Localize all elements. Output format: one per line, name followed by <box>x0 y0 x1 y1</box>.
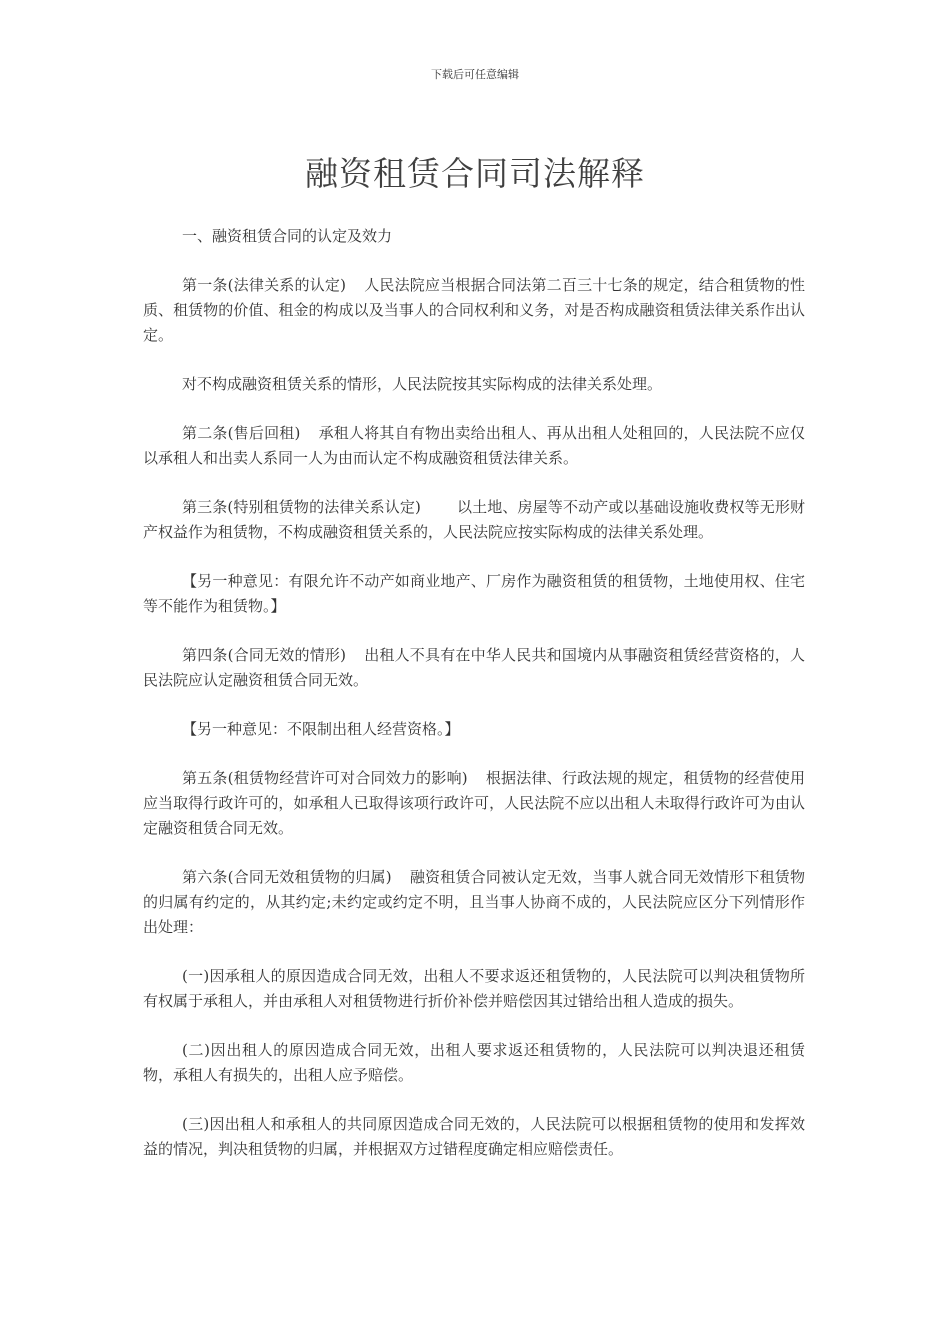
article-text: 融资租赁合同被认定无效，当事人就合同无效情形下租赁物的归属有约定的，从其约定;未约定或约定不明，且当事人协商不成的，人民法院应区分下列情形作出处理： <box>143 868 805 936</box>
clause-1 <box>143 964 805 1014</box>
article-text: 人民法院应当根据合同法第二百三十七条的规定，结合租赁物的性质、租赁物的价值、租金的构成以及当事人的合同权利和义务，对是否构成融资租赁法律关系作出认定。 <box>143 276 805 344</box>
paragraph-text: 【另一种意见：不限制出租人经营资格。】 <box>182 720 460 738</box>
article-text: 以土地、房屋等不动产或以基础设施收费权等无形财产权益作为租赁物，不构成融资租赁关系的，人民法院应按实际构成的法律关系处理。 <box>143 498 805 541</box>
article-heading: 第一条(法律关系的认定) <box>182 276 346 294</box>
paragraph-text: (一)因承租人的原因造成合同无效，出租人不要求返还租赁物的，人民法院可以判决租赁物所有权属于承租人，并由承租人对租赁物进行折价补偿并赔偿因其过错给出租人造成的损失。 <box>143 967 805 1010</box>
paragraph-text: 【另一种意见：有限允许不动产如商业地产、厂房作为融资租赁的租赁物，土地使用权、住宅等不能作为租赁物。】 <box>143 572 805 615</box>
document-body <box>143 224 805 1186</box>
paragraph <box>143 372 805 397</box>
article-1 <box>143 273 805 348</box>
article-heading: 第六条(合同无效租赁物的归属) <box>182 868 392 886</box>
article-heading: 第五条(租赁物经营许可对合同效力的影响) <box>182 769 468 787</box>
clause-2 <box>143 1038 805 1088</box>
header-note: 下载后可任意编辑 <box>431 68 519 81</box>
article-text: 承租人将其自有物出卖给出租人、再从出租人处租回的，人民法院不应仅以承租人和出卖人系同一人为由而认定不构成融资租赁法律关系。 <box>143 424 805 467</box>
section-heading <box>143 224 805 249</box>
article-6 <box>143 865 805 940</box>
article-text: 根据法律、行政法规的规定，租赁物的经营使用应当取得行政许可的，如承租人已取得该项行政许可，人民法院不应以出租人未取得行政许可为由认定融资租赁合同无效。 <box>143 769 805 837</box>
article-heading: 第二条(售后回租) <box>182 424 301 442</box>
paragraph-text: (二)因出租人的原因造成合同无效，出租人要求返还租赁物的，人民法院可以判决退还租赁物，承租人有损失的，出租人应予赔偿。 <box>143 1041 805 1084</box>
paragraph-text: (三)因出租人和承租人的共同原因造成合同无效的，人民法院可以根据租赁物的使用和发挥效益的情况，判决租赁物的归属，并根据双方过错程度确定相应赔偿责任。 <box>143 1115 805 1158</box>
article-4 <box>143 643 805 693</box>
article-text: 出租人不具有在中华人民共和国境内从事融资租赁经营资格的，人民法院应认定融资租赁合同无效。 <box>143 646 805 689</box>
alternative-opinion <box>143 569 805 619</box>
paragraph-text: 对不构成融资租赁关系的情形，人民法院按其实际构成的法律关系处理。 <box>182 375 663 393</box>
article-2 <box>143 421 805 471</box>
article-3 <box>143 495 805 545</box>
document-title: 融资租赁合同司法解释 <box>305 154 645 193</box>
paragraph-lead: 一、融资租赁合同的认定及效力 <box>182 227 393 245</box>
article-heading: 第三条(特别租赁物的法律关系认定) <box>182 498 421 516</box>
article-heading: 第四条(合同无效的情形) <box>182 646 346 664</box>
clause-3 <box>143 1112 805 1162</box>
alternative-opinion <box>143 717 805 742</box>
article-5 <box>143 766 805 841</box>
